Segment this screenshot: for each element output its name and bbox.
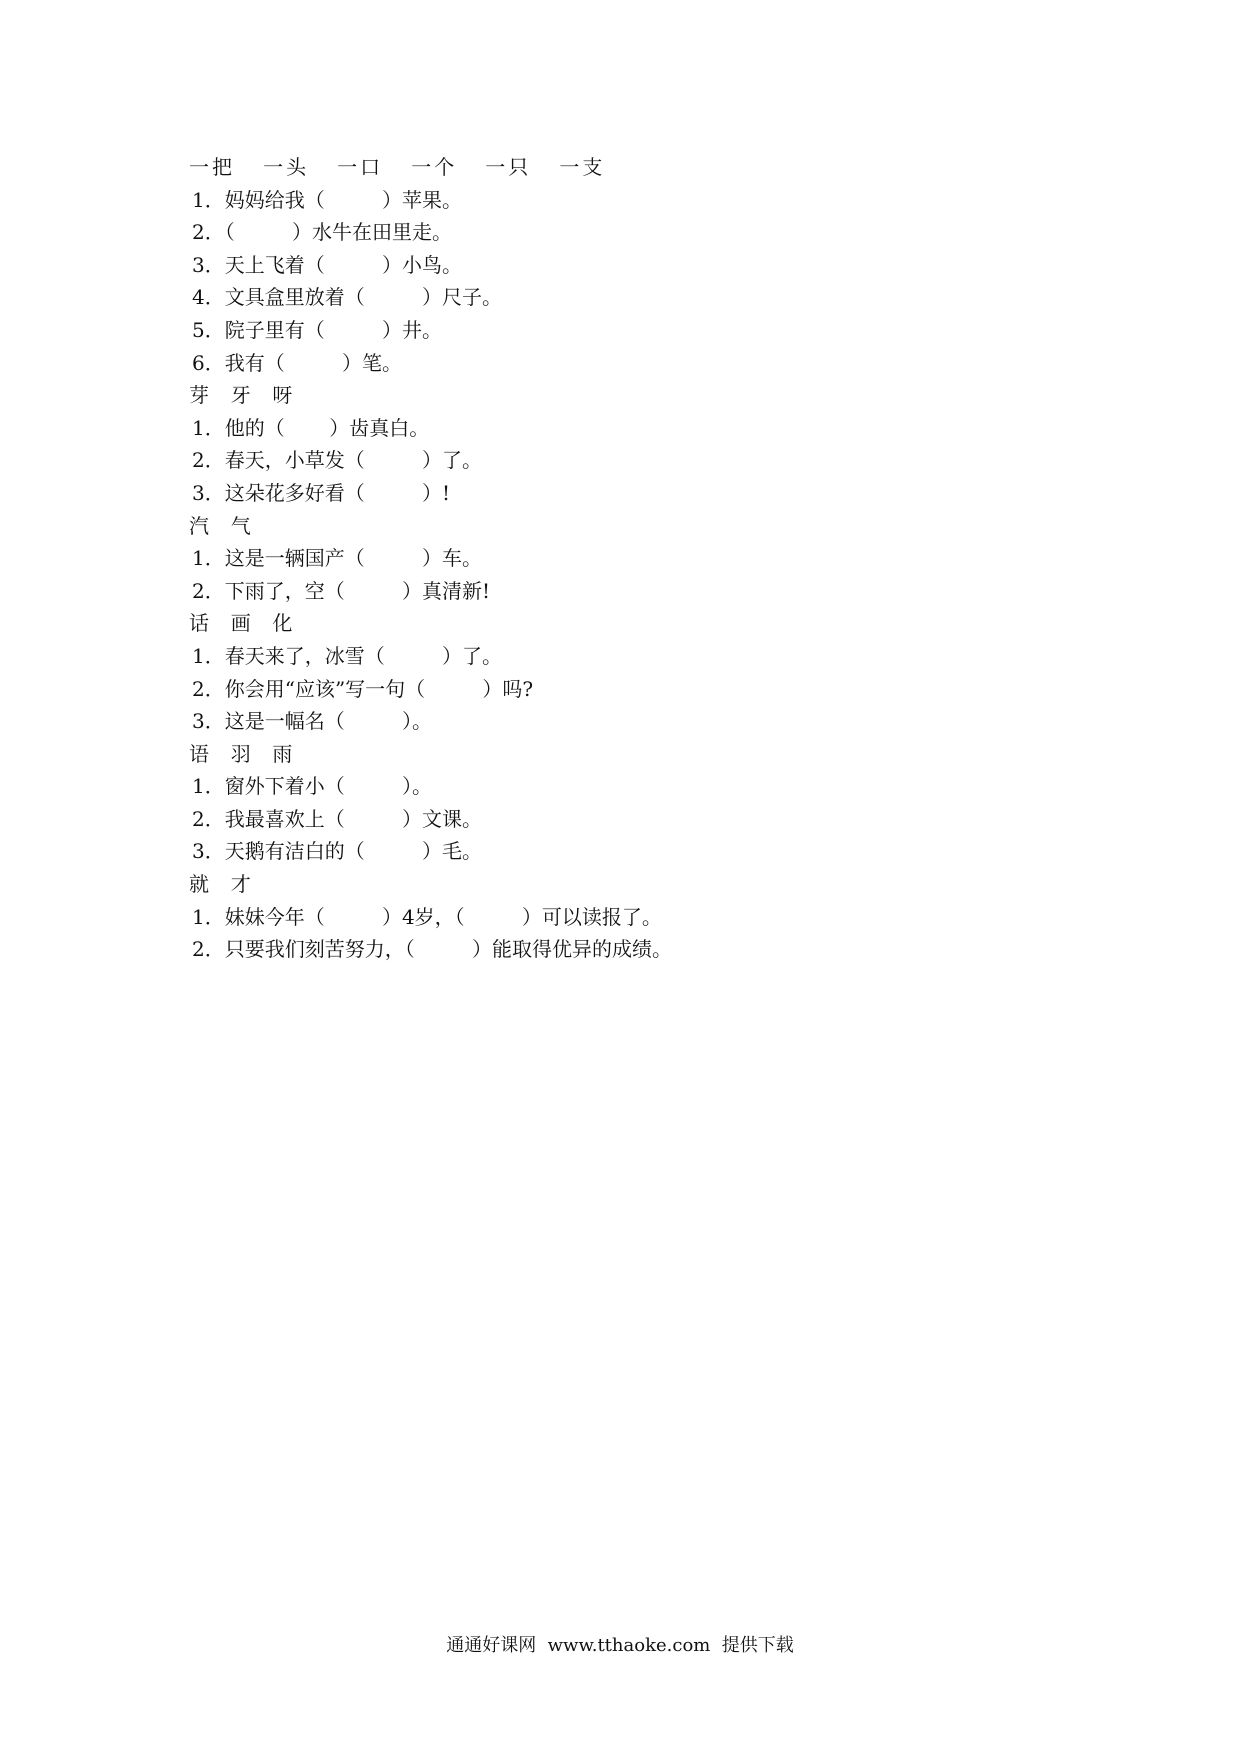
page-footer: 通通好课网 www.tthaoke.com 提供下载 xyxy=(446,1635,794,1656)
word-bank-jiu-cai: 就 才 xyxy=(189,872,254,897)
question-line: 3．这是一幅名（ ）。 xyxy=(192,709,432,734)
question-line: 5．院子里有（ ）井。 xyxy=(192,317,442,342)
question-line: 1．春天来了，冰雪（ ）了。 xyxy=(192,643,502,668)
question-line: 1．窗外下着小（ ）。 xyxy=(192,774,432,799)
question-line: 1．这是一辆国产（ ）车。 xyxy=(192,546,482,571)
question-line: 2．春天，小草发（ ）了。 xyxy=(192,448,482,473)
question-line: 1．妈妈给我（ ）苹果。 xyxy=(192,187,462,212)
word-bank-measure-words: 一把 一头 一口 一个 一只 一支 xyxy=(189,155,606,179)
question-line: 1．他的（ ）齿真白。 xyxy=(192,415,430,440)
worksheet-content xyxy=(189,151,889,966)
question-line: 2．只要我们刻苦努力，（ ）能取得优异的成绩。 xyxy=(192,937,672,962)
question-line: 2．下雨了，空（ ）真清新! xyxy=(192,578,490,603)
question-line: 4．文具盒里放着（ ）尺子。 xyxy=(192,285,502,310)
question-line: 1．妹妹今年（ ）4岁，（ ）可以读报了。 xyxy=(192,904,662,929)
question-line: 3．这朵花多好看（ ）! xyxy=(192,480,450,505)
word-bank-yu: 语 羽 雨 xyxy=(189,741,296,766)
word-bank-ya: 芽 牙 呀 xyxy=(189,383,296,408)
question-line: 2．我最喜欢上（ ）文课。 xyxy=(192,806,482,831)
word-bank-qi: 汽 气 xyxy=(189,513,254,538)
question-line: 6．我有（ ）笔。 xyxy=(192,350,402,375)
question-line: 2．你会用“应该”写一句（ ）吗? xyxy=(192,676,534,701)
question-line: 3．天鹅有洁白的（ ）毛。 xyxy=(192,839,482,864)
question-line: 2．（ ）水牛在田里走。 xyxy=(192,220,452,245)
word-bank-hua: 话 画 化 xyxy=(189,611,296,636)
question-line: 3．天上飞着（ ）小鸟。 xyxy=(192,252,462,277)
